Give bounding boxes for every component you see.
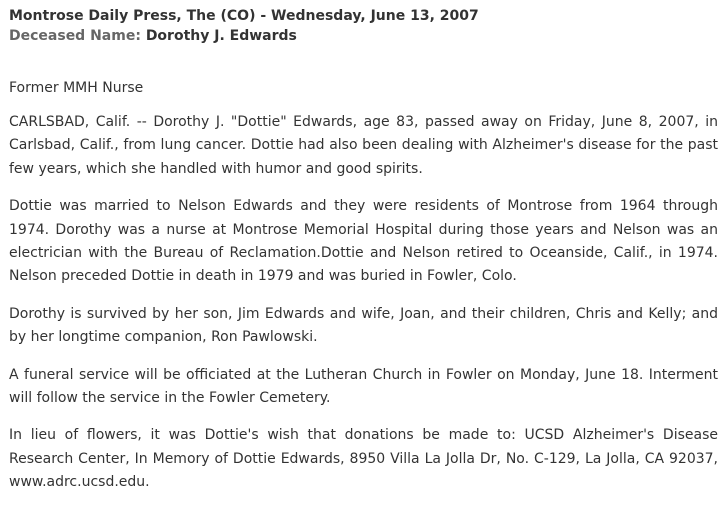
deceased-label: Deceased Name: — [9, 28, 141, 44]
article-paragraph: Dottie was married to Nelson Edwards and they were residents of Montrose from 1964 through 1974. Dorothy was a nurse at Montrose Memorial Hospital during those years and Nelson was an electrician with the Bureau of Reclamation.Dottie and Nelson retired to Oceanside, Calif., in 1974. Nelson preceded Dottie in death in 1979 and was buried in Fowler, Colo. — [9, 198, 718, 285]
article-paragraph: CARLSBAD, Calif. -- Dorothy J. "Dottie" Edwards, age 83, passed away on Friday, June 8, 2007, in Carlsbad, Calif., from lung cancer. Dottie had also been dealing with Alzheimer's disease for the past few years, which she handled with humor and good spirits. — [9, 114, 718, 177]
article-paragraph: In lieu of flowers, it was Dottie's wish that donations be made to: UCSD Alzheimer's Disease Research Center, In Memory of Dottie Edwards, 8950 Villa La Jolla Dr, No. C-129, La Jolla, CA 92037, www.adrc.ucsd.edu. — [9, 427, 718, 491]
publication-line — [9, 6, 718, 26]
deceased-name: Dorothy J. Edwards — [145, 28, 297, 44]
publication-date: Wednesday, June 13, 2007 — [271, 8, 479, 24]
article-paragraph: Dorothy is survived by her son, Jim Edwards and wife, Joan, and their children, Chris and Kelly; and by her longtime companion, Ron Pawlowski. — [9, 305, 718, 346]
publication-source: Montrose Daily Press, The (CO) — [9, 8, 256, 24]
deceased-line — [9, 26, 718, 46]
article-subtitle: Former MMH Nurse — [9, 80, 144, 96]
article-paragraph: A funeral service will be officiated at the Lutheran Church in Fowler on Monday, June 18. Interment will follow the service in the Fowler Cemetery. — [9, 366, 718, 407]
publication-separator: - — [255, 8, 272, 24]
